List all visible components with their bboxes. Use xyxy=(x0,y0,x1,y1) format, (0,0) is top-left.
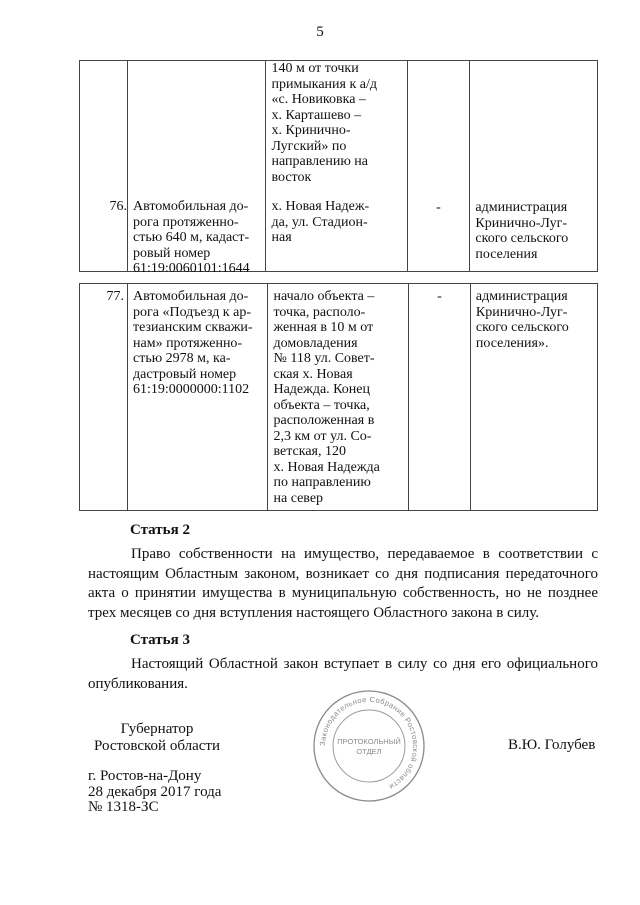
property-table-row77 xyxy=(79,283,598,511)
location-cell: 140 м от точки примыкания к а/д «с. Новиковка – х. Карташево – х. Кринично- Лугский» по направлению на восток х. Новая Надеж- да, ул. Стадион- ная xyxy=(266,61,407,272)
stamp-ring-text: Законодательное Собрание Ростовской области xyxy=(317,694,421,792)
owner-cell: администрация Кринично-Луг- ского сельского поселения xyxy=(470,61,598,272)
stamp-center-line1: ПРОТОКОЛЬНЫЙ xyxy=(337,737,401,746)
official-stamp xyxy=(312,689,426,803)
signer-name: В.Ю. Голубев xyxy=(508,737,596,753)
table-row: 77. Автомобильная до- рога «Подъезд к ар- тезианским скважи- нам» протяженно- стью 2978 м, ка- дастровый номер 61:19:0000000:1102 начало объекта – точка, располо- женная в 10 м от домовладения № 118 ул. Совет- ская х. Новая Надежда. Конец объекта – точка, расположенная в 2,3 км от ул. Со- ветская, 120 х. Новая Надежда по направлению на север - администрация Кринично-Луг- ского сельского поселения». xyxy=(80,284,598,511)
article-3-heading: Статья 3 xyxy=(130,632,190,648)
page-number: 5 xyxy=(316,24,324,40)
stamp-center-line2: ОТДЕЛ xyxy=(356,747,382,756)
governor-title: Губернатор Ростовской области xyxy=(94,721,220,754)
signing-place xyxy=(88,769,221,816)
date: 28 декабря 2017 года xyxy=(88,783,222,800)
article-3-text: Настоящий Областной закон вступает в силу со дня его официального опубликования. xyxy=(88,656,598,692)
row-number-76: 76. xyxy=(109,199,127,214)
article-2-text: Право собственности на имущество, передаваемое в соответствии с настоящим Областным законом, возникает со дня подписания передаточного акта о принятии имущества в муниципальную собственность, но не позднее трех месяцев со дня вступления настоящего Областного закона в силу. xyxy=(88,546,598,621)
row-number-77: 77. xyxy=(106,289,124,304)
dash-cell: - xyxy=(407,61,470,272)
article-2-heading: Статья 2 xyxy=(130,522,190,538)
law-number: № 1318-ЗС xyxy=(88,799,159,815)
city: г. Ростов-на-Дону xyxy=(88,768,202,784)
row-76-name: Автомобильная до- рога протяженно- стью 640 м, кадаст- ровый номер 61:19:0060101:1644 xyxy=(133,199,250,276)
